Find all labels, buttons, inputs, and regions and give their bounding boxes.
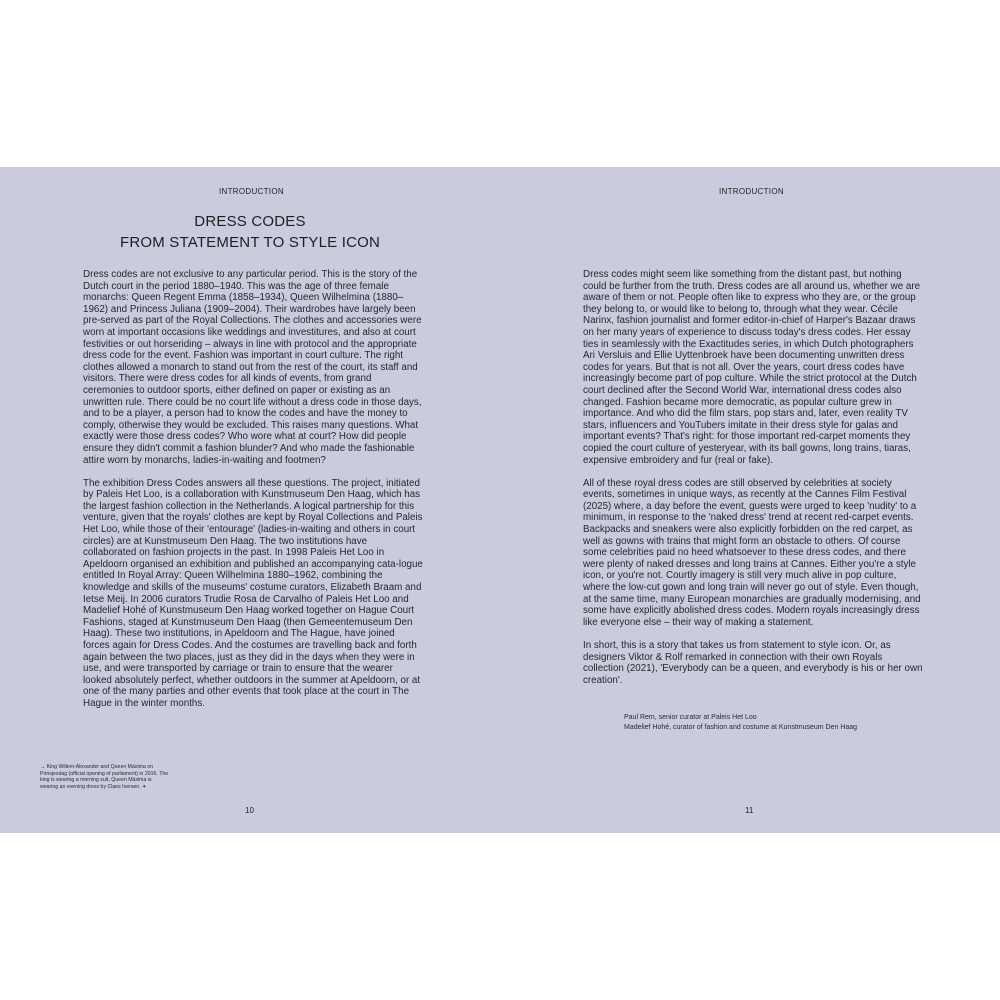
body-text — [583, 269, 923, 698]
right-page — [500, 167, 1000, 833]
book-spread — [0, 167, 1000, 833]
paragraph: Dress codes are not exclusive to any particular period. This is the story of the Dutch court in the period 1880–1940. This was the age of three female monarchs: Queen Regent Emma (1858–1934), Queen Wilhelmina (1880–1962) and Princess Juliana (1909–2004). Their wardrobes have largely been pre-served as part of the Royal Collections. The clothes and accessories were worn at important occasions like weddings and investitures, and also at court festivities or out horseriding – always in line with protocol and the appropriate dress code for the event. Fashion was important in court culture. The right clothes allowed a monarch to stand out from the rest of the court, its staff and visitors. There were dress codes for all kinds of events, from grand ceremonies to outdoor sports, either defined on paper or existing as an unwritten rule. There could be no court life without a dress code in those days, and to be a player, a person had to know the codes and have the money to comply, otherwise they would be excluded. This raises many questions. What exactly were those dress codes? Who wore what at court? How did people ensure they didn't commit a fashion blunder? And who made the fashionable attire worn by monarchs, ladies-in-waiting and footmen? — [83, 269, 422, 466]
paragraph: The exhibition Dress Codes answers all these questions. The project, initiated by Paleis Het Loo, is a collaboration with Kunstmuseum Den Haag, which has the largest fashion collection in the Netherlands. A logical partnership for this venture, given that the royals' clothes are kept by Royal Collections and Paleis Het Loo, while those of their 'entourage' (ladies-in-waiting and others in court circles) are at Kunstmuseum Den Haag. The two institutions have collaborated on fashion projects in the past. In 1998 Paleis Het Loo in Apeldoorn organised an exhibition and published an accompanying cata-logue entitled In Royal Array: Queen Wilhelmina 1880–1962, combining the knowledge and skills of the museums' costume curators, Elizabeth Braam and Ietse Meij. In 2006 curators Trudie Rosa de Carvalho of Paleis Het Loo and Madelief Hohé of Kunstmuseum Den Haag worked together on Hague Court Fashions, staged at Kunstmuseum Den Haag (then Gemeentemuseum Den Haag). These two institutions, in Apeldoorn and The Hague, have joined forces again for Dress Codes. And the costumes are travelling back and forth again between the two places, just as they did in the days when they were in use, and were transported by carriage or train to ensure that the wearer looked absolutely perfect, whether outdoors in the summer at Apeldoorn, or at one of the many parties and other events that took place at the court in The Hague in the winter months. — [83, 477, 423, 709]
paragraph: Dress codes might seem like something from the distant past, but nothing could be further from the truth. Dress codes are all around us, whether we are aware of them or not. People often like to express who they are, or the group they belong to, or would like to belong to, through what they wear. Cécile Narinx, fashion journalist and former editor-in-chief of Harper's Bazaar draws on her many years of experience to discuss today's dress codes. Her essay ties in seamlessly with the Exactitudes series, in which Dutch photographers Ari Versluis and Ellie Uyttenbroek have been documenting unwritten dress codes for years. But that is not all. Over the years, court dress codes have increasingly become part of pop culture. While the strict protocol at the Dutch court declined after the Second World War, international dress codes also changed. Fashion became more democratic, as popular culture grew in importance. And who did the film stars, pop stars and, later, even reality TV stars, influencers and YouTubers imitate in their dress style for galas and important events? That's right: for those important red-carpet moments they copied the court culture of yesteryear, with its ball gowns, long trains, tiaras, expensive embroidery and fur (real or fake). — [583, 269, 921, 466]
page-title — [80, 211, 420, 253]
signoff-line: Paul Rem, senior curator at Paleis Het Loo — [624, 714, 757, 721]
running-head: INTRODUCTION — [219, 187, 284, 196]
title-line-2: FROM STATEMENT TO STYLE ICON — [119, 234, 381, 251]
author-signoff — [624, 713, 857, 733]
image-caption: → King Willem-Alexander and Queen Máxima on Prinsjesdag (official opening of parliament) in 2016. The king is wearing a morning suit, Queen Máxima is wearing an evening dress by Claes Iversen. ✦ — [40, 764, 169, 790]
running-head: INTRODUCTION — [719, 187, 784, 196]
left-page — [0, 167, 500, 833]
title-line-1: DRESS CODES — [194, 213, 306, 230]
signoff-line: Madelief Hohé, curator of fashion and costume at Kunstmuseum Den Haag — [624, 724, 858, 731]
page-number: 10 — [245, 806, 254, 815]
body-text — [83, 269, 423, 721]
paragraph: In short, this is a story that takes us from statement to style icon. Or, as designers Viktor & Rolf remarked in connection with their own Royals collection (2021), 'Everybody can be a queen, and everybody is his or her own creation'. — [583, 640, 923, 686]
paragraph: All of these royal dress codes are still observed by celebrities at society events, sometimes in unique ways, as recently at the Cannes Film Festival (2025) where, a day before the event, guests were urged to keep 'nudity' to a minimum, in response to the 'naked dress' trend at recent red-carpet events. Backpacks and sneakers were also explicitly forbidden on the red carpet, as well as gowns with trains that might form an obstacle to others. Of course some celebrities paid no heed whatsoever to these dress codes, and there were plenty of naked dresses and long trains at Cannes. Either you're a style icon, or you're not. Courtly imagery is still very much alive in pop culture, where the low-cut gown and long train will never go out of style. Even though, at the same time, many European monarchies are gradually modernising, and some have explicitly abolished dress codes. Modern royals increasingly dress like everyone else – their way of making a statement. — [583, 477, 921, 628]
page-number: 11 — [745, 806, 754, 815]
